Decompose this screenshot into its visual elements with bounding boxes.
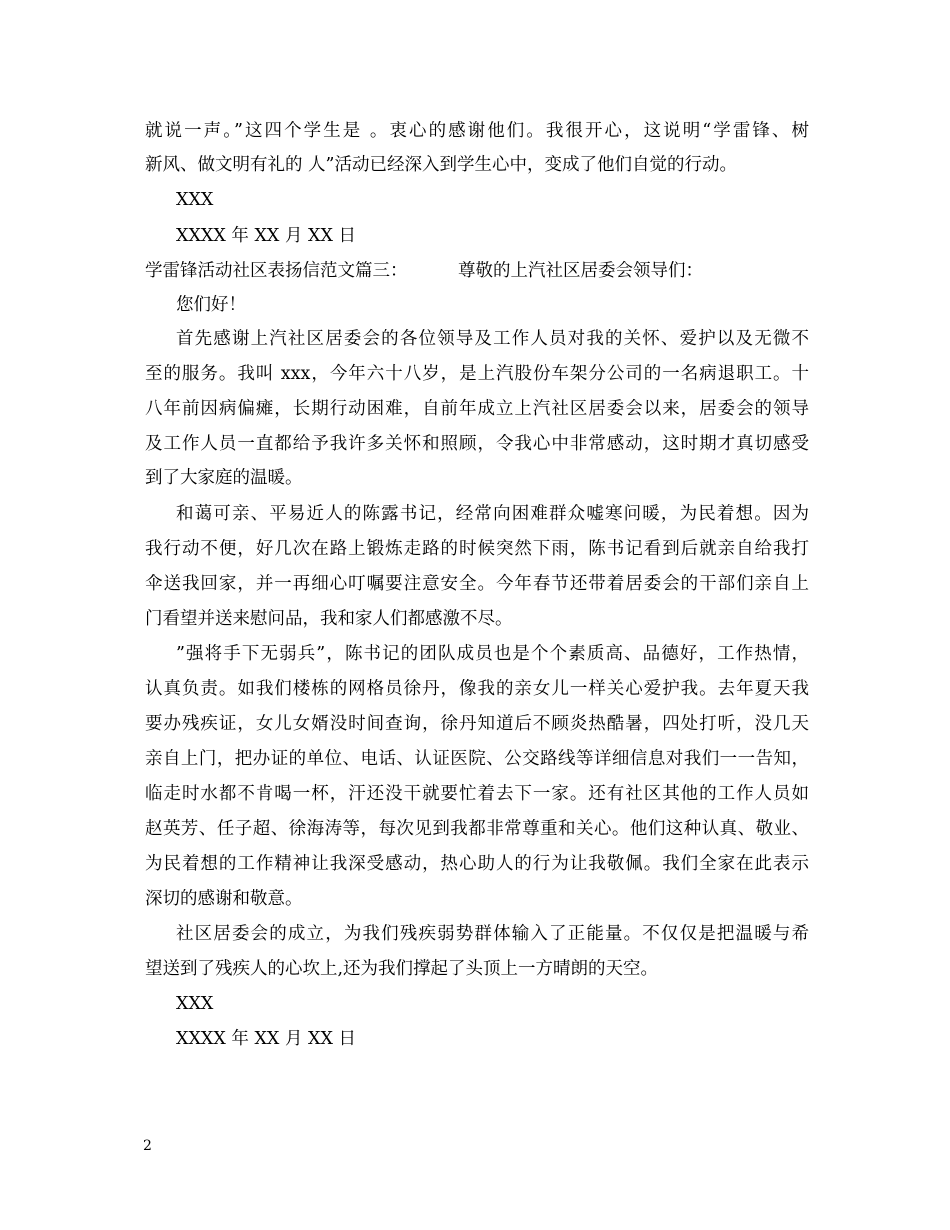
signature-date: XXXX 年 XX 月 XX 日 <box>176 1029 356 1049</box>
paragraph-line: 我行动不便，好几次在路上锻炼走路的时候突然下雨，陈书记看到后就亲自给我打 <box>145 539 809 559</box>
paragraph-line: 就说一声。”这四个学生是 。衷心的感谢他们。我很开心，这说明“学雷锋、树 <box>145 121 809 141</box>
paragraph-line: 望送到了残疾人的心坎上,还为我们撑起了头顶上一方晴朗的天空。 <box>145 959 659 979</box>
paragraph-line: 到了大家庭的温暖。 <box>145 468 303 488</box>
paragraph-line: 要办残疾证，女儿女婿没时间查询，徐丹知道后不顾炎热酷暑，四处打听，没几天 <box>145 714 809 734</box>
paragraph-line: 首先感谢上汽社区居委会的各位领导及工作人员对我的关怀、爱护以及无微不 <box>176 329 809 349</box>
paragraph-line: 及工作人员一直都给予我许多关怀和照顾，令我心中非常感动，这时期才真切感受 <box>145 434 809 454</box>
paragraph-line: 社区居委会的成立，为我们残疾弱势群体输入了正能量。不仅仅是把温暖与希 <box>176 924 809 944</box>
signature-date: XXXX 年 XX 月 XX 日 <box>176 226 356 246</box>
greeting-line: 您们好！ <box>176 295 246 315</box>
paragraph-line: 认真负责。如我们楼栋的网格员徐丹，像我的亲女儿一样关心爱护我。去年夏天我 <box>145 679 809 699</box>
paragraph-line: 门看望并送来慰问品，我和家人们都感激不尽。 <box>145 609 513 629</box>
page-number: 2 <box>143 1138 152 1154</box>
paragraph-line: 至的服务。我叫 xxx，今年六十八岁，是上汽股份车架分公司的一名病退职工。十 <box>145 364 809 384</box>
paragraph-line: 新风、做文明有礼的 人”活动已经深入到学生心中，变成了他们自觉的行动。 <box>145 155 738 175</box>
paragraph-line: 临走时水都不肯喝一杯，汗还没干就要忙着去下一家。还有社区其他的工作人员如 <box>145 784 809 804</box>
paragraph-line: ”强将手下无弱兵”，陈书记的团队成员也是个个素质高、品德好，工作热情， <box>176 644 809 664</box>
paragraph-line: 为民着想的工作精神让我深受感动，热心助人的行为让我敬佩。我们全家在此表示 <box>145 854 809 874</box>
letter-salutation: 尊敬的上汽社区居委会领导们： <box>458 261 703 281</box>
section-heading: 学雷锋活动社区表扬信范文篇三： <box>145 261 408 281</box>
paragraph-line: 亲自上门，把办证的单位、电话、认证医院、公交路线等详细信息对我们一一告知， <box>145 749 809 769</box>
signature-name: XXX <box>176 994 214 1014</box>
paragraph-line: 深切的感谢和敬意。 <box>145 889 303 909</box>
paragraph-line: 八年前因病偏瘫，长期行动困难，自前年成立上汽社区居委会以来，居委会的领导 <box>145 399 809 419</box>
paragraph-line: 伞送我回家，并一再细心叮嘱要注意安全。今年春节还带着居委会的干部们亲自上 <box>145 574 809 594</box>
paragraph-line: 和蔼可亲、平易近人的陈露书记，经常向困难群众嘘寒问暖，为民着想。因为 <box>176 504 809 524</box>
paragraph-line: 赵英芳、任子超、徐海涛等，每次见到我都非常尊重和关心。他们这种认真、敬业、 <box>145 819 809 839</box>
signature-name: XXX <box>176 190 214 210</box>
